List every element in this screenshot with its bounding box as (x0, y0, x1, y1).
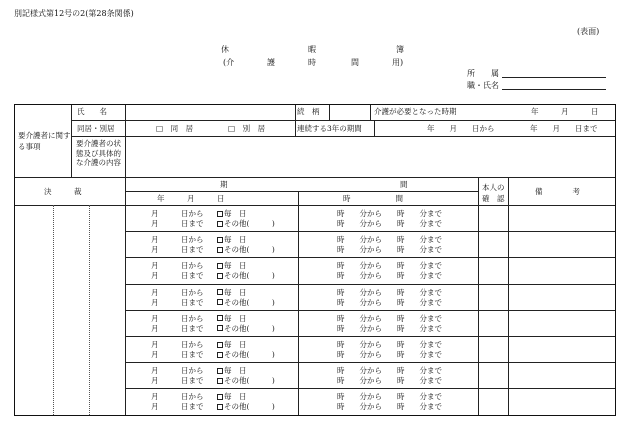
rule-v-need (370, 105, 371, 120)
row-time-from (337, 340, 442, 349)
row-daily-checkbox[interactable] (217, 235, 247, 244)
row-from-month-text: 月 日から (151, 209, 204, 218)
row-time-to-text: 時 分から 時 分まで (337, 245, 442, 255)
title-char-1: 休 (221, 45, 229, 54)
row-other-checkbox-text: その他( ) (224, 271, 275, 281)
row-other-checkbox-text: その他( ) (224, 245, 275, 255)
row-time-from-text: 時 分から 時 分まで (337, 366, 442, 376)
state-field[interactable] (126, 136, 614, 176)
checkbox[interactable] (217, 352, 223, 358)
row-to-month-text: 月 日まで (151, 402, 204, 412)
checkbox[interactable] (217, 342, 223, 348)
row-other-checkbox[interactable] (217, 298, 275, 307)
row-time-from-text: 時 分から 時 分まで (337, 209, 442, 218)
decision-header: 決 裁 (44, 187, 82, 196)
row-daily-checkbox[interactable] (217, 314, 247, 323)
cohab-option-same[interactable]: □ 同 居 (156, 124, 194, 133)
row-from-month (151, 366, 204, 375)
subtitle-char-2: 時 (308, 58, 316, 67)
subtitle-char-1: 護 (267, 58, 275, 67)
care-name-field[interactable] (126, 105, 296, 120)
row-daily-checkbox-text: 毎 日 (224, 209, 247, 218)
row-daily-checkbox-text: 毎 日 (224, 392, 247, 402)
row-time-to-text: 時 分から 時 分まで (337, 219, 442, 228)
row-from-month-text: 月 日から (151, 313, 204, 323)
row-to-month (151, 271, 204, 280)
row-from-month-text: 月 日から (151, 261, 204, 271)
row-to-month (151, 298, 204, 307)
row-from-month-text: 月 日から (151, 340, 204, 349)
rule-v-group (71, 105, 72, 177)
row-time-to-text: 時 分から 時 分まで (337, 297, 442, 307)
row-time-from (337, 314, 442, 323)
period3-to[interactable]: 年 月 日まで (530, 124, 598, 133)
row-time-from (337, 209, 442, 218)
row-from-month (151, 392, 204, 401)
row-daily-checkbox-text: 毎 日 (224, 340, 247, 349)
table-row[interactable] (125, 389, 615, 414)
row-daily-checkbox-text: 毎 日 (224, 235, 247, 245)
row-time-from-text: 時 分から 時 分まで (337, 340, 442, 349)
row-daily-checkbox-text: 毎 日 (224, 261, 247, 271)
subtitle-close: 用) (392, 58, 404, 67)
row-time-from-text: 時 分から 時 分まで (337, 287, 442, 297)
row-other-checkbox[interactable] (217, 245, 275, 254)
row-to-month-text: 月 日まで (151, 297, 204, 307)
row-to-month-text: 月 日まで (151, 219, 204, 228)
table-row[interactable] (125, 311, 615, 336)
rule-head-mid (125, 191, 478, 192)
checkbox[interactable] (217, 273, 223, 279)
row-to-month-text: 月 日まで (151, 323, 204, 333)
row-other-checkbox[interactable] (217, 350, 275, 359)
row-from-month-text: 月 日から (151, 392, 204, 402)
row-other-checkbox[interactable] (217, 219, 275, 228)
row-time-from (337, 392, 442, 401)
checkbox[interactable] (217, 237, 223, 243)
dept-underline[interactable] (502, 77, 606, 78)
row-daily-checkbox[interactable] (217, 261, 247, 270)
row-time-from-text: 時 分から 時 分まで (337, 261, 442, 271)
row-time-to (337, 245, 442, 254)
rule-dot-2 (89, 205, 90, 415)
table-row[interactable] (125, 363, 615, 388)
state-label: 要介護者の状態及び具体的な介護の内容 (76, 139, 121, 167)
table-row[interactable] (125, 337, 615, 362)
row-time-from-text: 時 分から 時 分まで (337, 235, 442, 245)
row-daily-checkbox[interactable] (217, 288, 247, 297)
care-group-label: 要介護者に関する事項 (18, 131, 71, 151)
rule-dot-1 (53, 205, 54, 415)
row-other-checkbox[interactable] (217, 324, 275, 333)
period-header: 期 (220, 180, 228, 189)
row-daily-checkbox[interactable] (217, 209, 247, 218)
checkbox[interactable] (217, 378, 223, 384)
row-time-from-text: 時 分から 時 分まで (337, 392, 442, 402)
form-id: 別記様式第12号の2(第28条関係) (14, 9, 134, 18)
subtitle-char-3: 間 (351, 58, 359, 67)
checkbox[interactable] (217, 394, 223, 400)
row-other-checkbox-text: その他( ) (224, 402, 275, 412)
row-time-from-text: 時 分から 時 分まで (337, 313, 442, 323)
row-time-to (337, 219, 442, 228)
period3-label: 連続する3年の期間 (297, 124, 362, 133)
row-other-checkbox-text: その他( ) (224, 297, 275, 307)
checkbox[interactable] (217, 211, 223, 217)
care-name-label: 氏 名 (77, 107, 107, 116)
confirm-header: 本人の確 認 (482, 183, 505, 203)
name-label: 職・氏名 (467, 81, 499, 90)
checkbox[interactable] (217, 289, 223, 295)
care-need-date-value[interactable]: 年 月 日 (531, 107, 599, 116)
checkbox[interactable] (217, 221, 223, 227)
rule-v-p3 (374, 120, 375, 136)
row-to-month-text: 月 日まで (151, 350, 204, 359)
care-relation-label: 続 柄 (297, 107, 320, 116)
table-row[interactable] (125, 232, 615, 257)
subtitle-open: (介 (223, 58, 235, 67)
row-to-month (151, 350, 204, 359)
row-daily-checkbox-text: 毎 日 (224, 287, 247, 297)
remarks-header: 備 考 (535, 187, 580, 196)
row-time-from (337, 366, 442, 375)
table-row[interactable] (125, 206, 615, 231)
row-daily-checkbox[interactable] (217, 340, 247, 349)
row-other-checkbox-text: その他( ) (224, 350, 275, 359)
row-to-month-text: 月 日まで (151, 271, 204, 281)
row-time-to (337, 271, 442, 280)
rule-head-top (15, 177, 615, 178)
row-time-to (337, 402, 442, 411)
checkbox[interactable] (217, 404, 223, 410)
care-relation-field[interactable] (329, 105, 369, 120)
row-time-from (337, 288, 442, 297)
row-time-to-text: 時 分から 時 分まで (337, 402, 442, 412)
table-row[interactable] (125, 258, 615, 283)
row-other-checkbox[interactable] (217, 271, 275, 280)
row-time-to (337, 324, 442, 333)
row-time-to-text: 時 分から 時 分まで (337, 350, 442, 359)
checkbox[interactable] (217, 263, 223, 269)
time-header: 間 (400, 180, 408, 189)
row-daily-checkbox[interactable] (217, 366, 247, 375)
leave-form (14, 104, 616, 416)
row-other-checkbox[interactable] (217, 376, 275, 385)
care-need-date-label: 介護が必要となった時期 (374, 107, 457, 116)
row-time-from (337, 235, 442, 244)
cohab-option-separate[interactable]: □ 別 居 (228, 124, 266, 133)
rule-care-1 (71, 120, 615, 121)
row-to-month (151, 402, 204, 411)
row-other-checkbox-text: その他( ) (224, 376, 275, 386)
row-to-month-text: 月 日まで (151, 376, 204, 386)
row-time-to (337, 350, 442, 359)
row-time-from (337, 261, 442, 270)
row-other-checkbox-text: その他( ) (224, 219, 275, 228)
row-daily-checkbox-text: 毎 日 (224, 366, 247, 376)
row-from-month-text: 月 日から (151, 287, 204, 297)
row-to-month (151, 219, 204, 228)
checkbox[interactable] (217, 325, 223, 331)
table-row[interactable] (125, 285, 615, 310)
row-to-month (151, 324, 204, 333)
checkbox[interactable] (217, 247, 223, 253)
dept-label: 所 属 (467, 69, 499, 78)
checkbox[interactable] (217, 315, 223, 321)
row-time-to (337, 376, 442, 385)
cohab-label: 同居・別居 (77, 124, 115, 133)
row-other-checkbox[interactable] (217, 402, 275, 411)
row-to-month (151, 245, 204, 254)
period3-from[interactable]: 年 月 日から (427, 124, 495, 133)
row-daily-checkbox-text: 毎 日 (224, 313, 247, 323)
side-label: (表面) (577, 27, 600, 36)
title-char-2: 暇 (308, 45, 316, 54)
title-char-3: 簿 (396, 45, 404, 54)
hour-header: 時 間 (343, 194, 403, 203)
row-to-month-text: 月 日まで (151, 245, 204, 255)
checkbox[interactable] (217, 368, 223, 374)
row-from-month (151, 314, 204, 323)
row-time-to-text: 時 分から 時 分まで (337, 376, 442, 386)
row-from-month-text: 月 日から (151, 366, 204, 376)
row-from-month (151, 340, 204, 349)
name-underline[interactable] (502, 89, 606, 90)
row-time-to (337, 298, 442, 307)
date-header: 年 月 日 (157, 194, 225, 203)
row-from-month (151, 288, 204, 297)
row-from-month (151, 235, 204, 244)
row-from-month-text: 月 日から (151, 235, 204, 245)
row-other-checkbox-text: その他( ) (224, 323, 275, 333)
row-daily-checkbox[interactable] (217, 392, 247, 401)
row-from-month (151, 261, 204, 270)
checkbox[interactable] (217, 299, 223, 305)
row-time-to-text: 時 分から 時 分まで (337, 323, 442, 333)
row-to-month (151, 376, 204, 385)
row-from-month (151, 209, 204, 218)
row-time-to-text: 時 分から 時 分まで (337, 271, 442, 281)
